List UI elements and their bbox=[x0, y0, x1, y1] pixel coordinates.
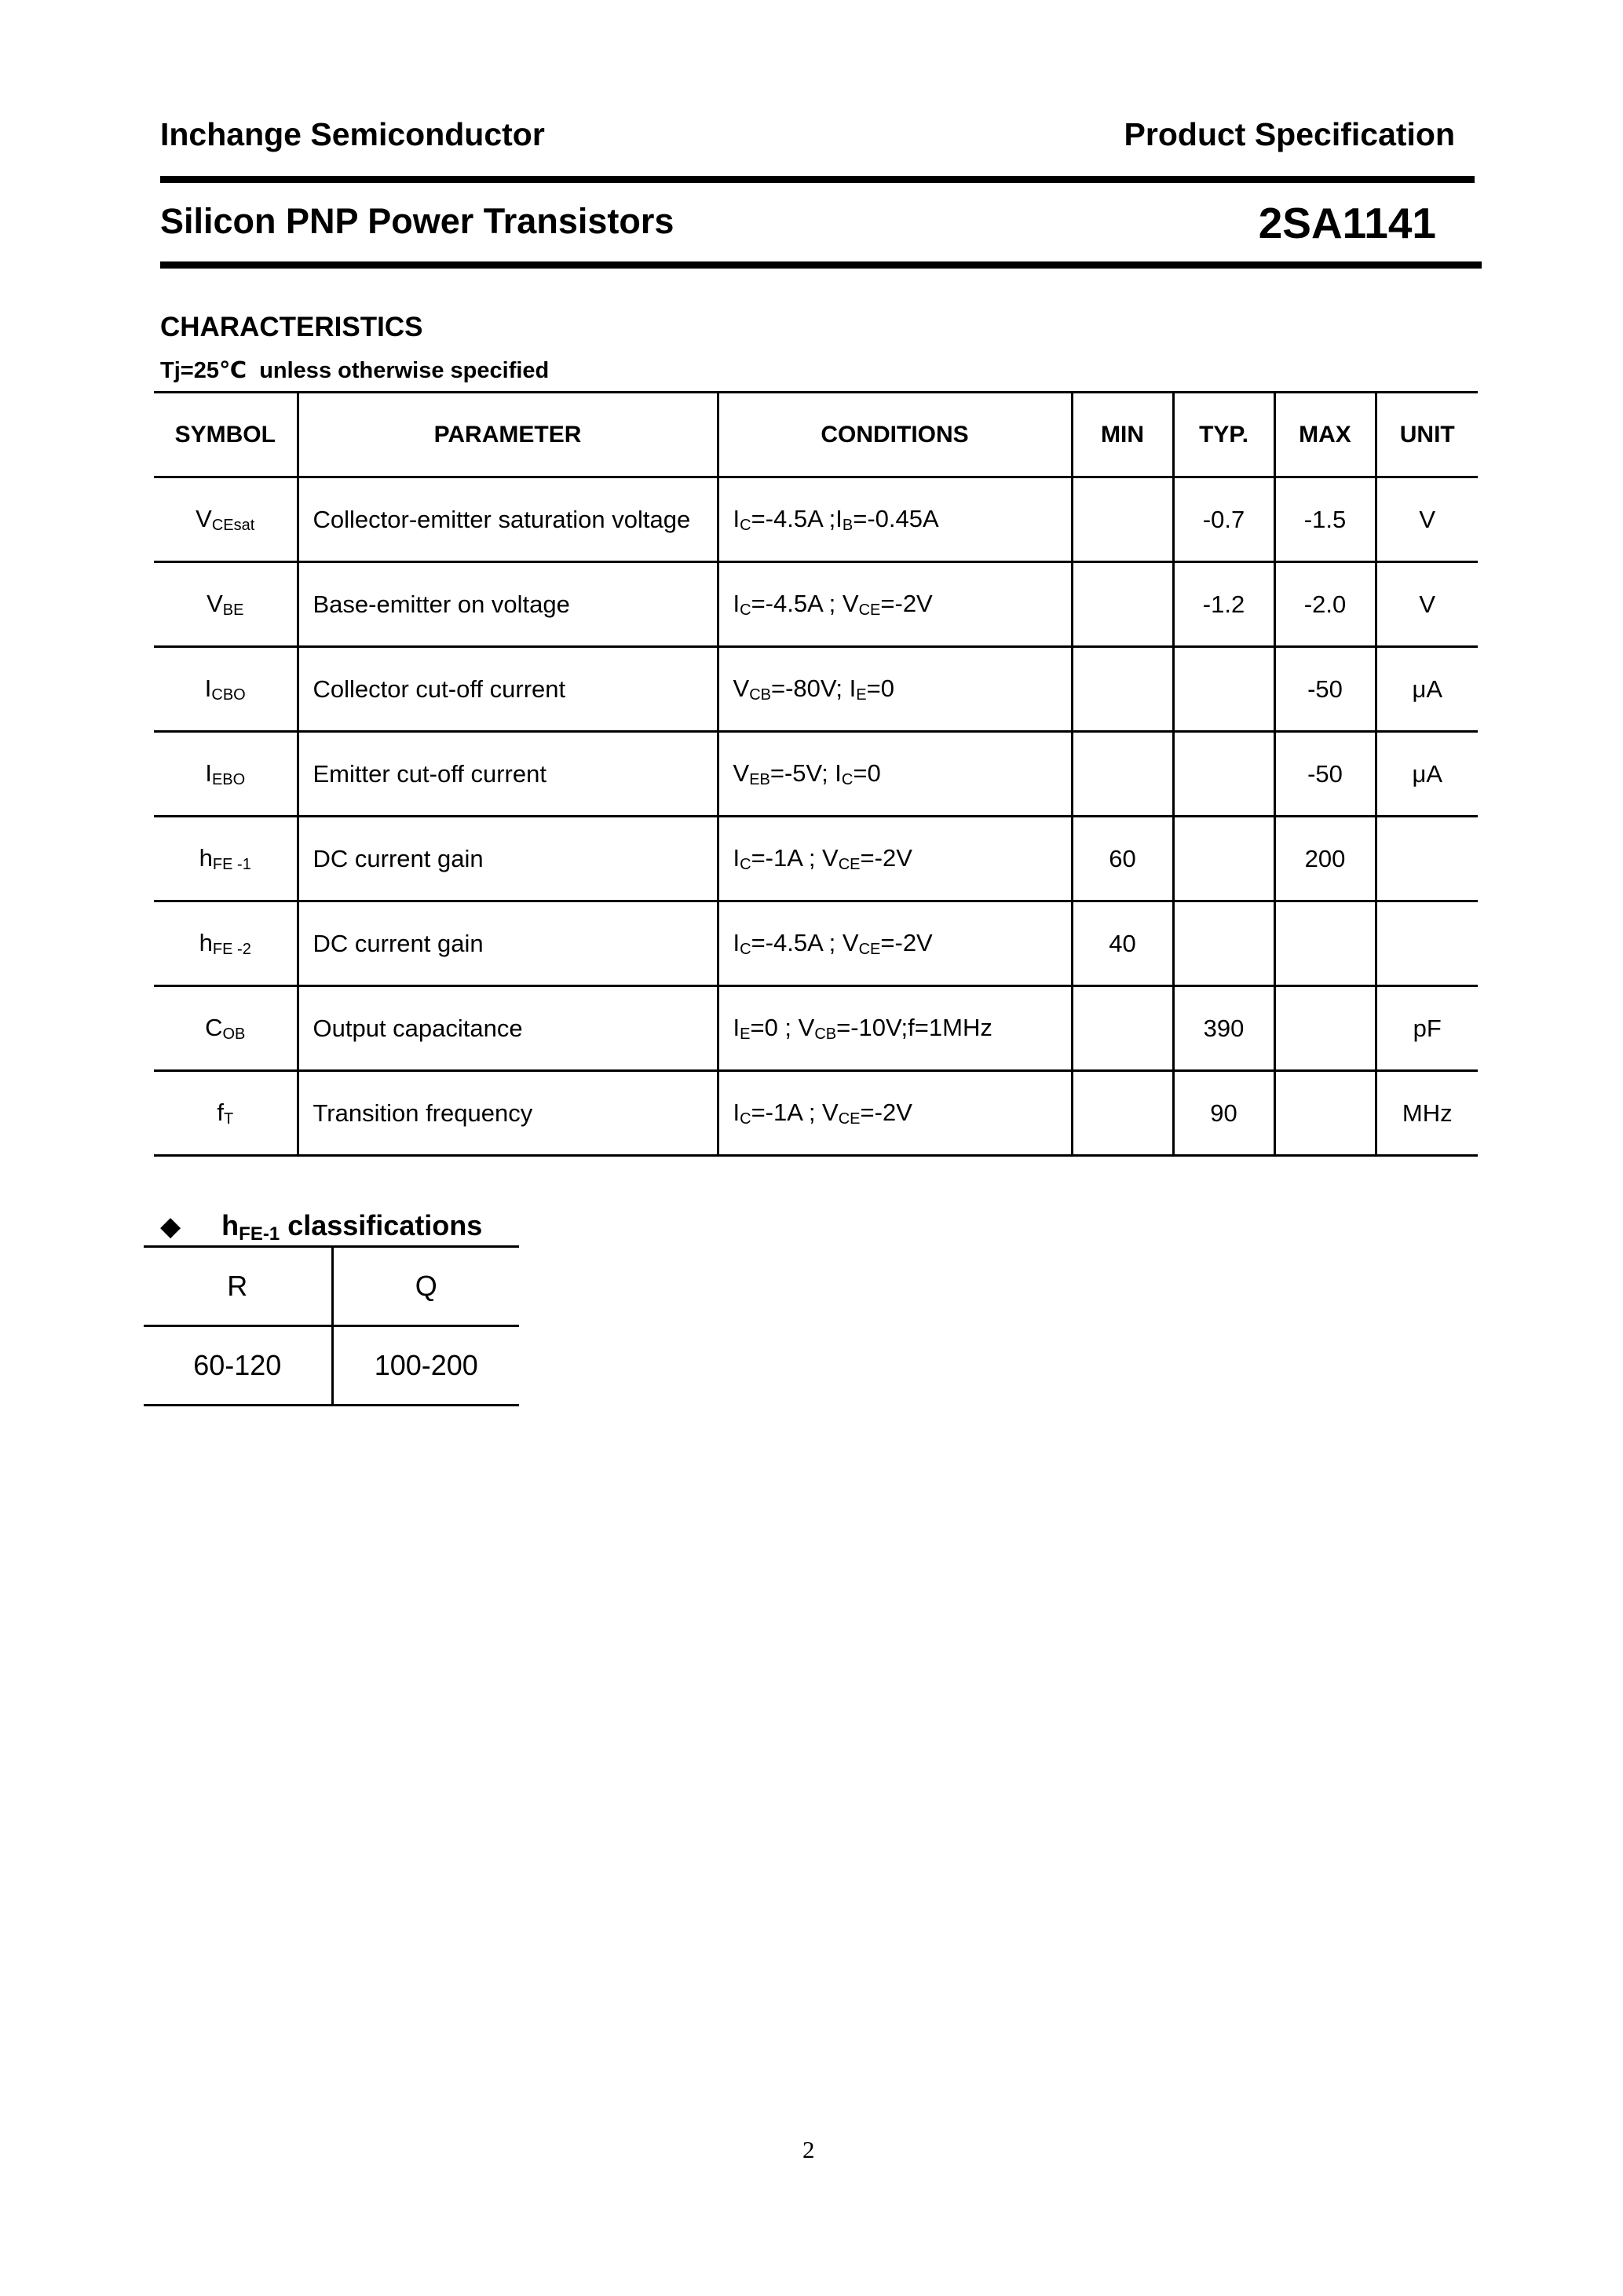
min-cell bbox=[1072, 1071, 1173, 1156]
condition-subscript: C bbox=[841, 770, 854, 788]
condition-subscript: C bbox=[740, 855, 751, 873]
symbol-subscript: EBO bbox=[211, 770, 246, 788]
max-cell bbox=[1274, 901, 1376, 986]
symbol-subscript: BE bbox=[222, 601, 244, 619]
characteristics-body bbox=[154, 477, 1478, 1156]
col-header-typ: TYP. bbox=[1173, 393, 1274, 477]
condition-note: Tj=25℃ unless otherwise specified bbox=[160, 358, 550, 383]
symbol-main: f bbox=[217, 1098, 224, 1126]
table-header-row bbox=[154, 393, 1478, 477]
symbol-cell bbox=[154, 562, 298, 647]
condition-subscript: E bbox=[856, 686, 867, 704]
condition-subscript: B bbox=[842, 516, 854, 534]
max-cell: 200 bbox=[1274, 817, 1376, 901]
symbol-cell bbox=[154, 1071, 298, 1156]
typ-cell: -1.2 bbox=[1173, 562, 1274, 647]
table-row bbox=[154, 901, 1478, 986]
table-row bbox=[154, 647, 1478, 732]
classifications-title-rest: classifications bbox=[280, 1209, 483, 1241]
table-row bbox=[154, 477, 1478, 562]
condition-subscript: CB bbox=[814, 1025, 837, 1043]
typ-cell bbox=[1173, 647, 1274, 732]
symbol-subscript: FE -2 bbox=[212, 940, 251, 958]
col-header-unit: UNIT bbox=[1376, 393, 1478, 477]
condition-text: I bbox=[733, 1013, 740, 1041]
unit-cell: V bbox=[1376, 477, 1478, 562]
condition-text: =-4.5A ; V bbox=[751, 589, 859, 617]
symbol-subscript: OB bbox=[222, 1025, 246, 1043]
symbol-main: h bbox=[199, 843, 213, 872]
condition-text: =-2V bbox=[880, 928, 933, 956]
conditions-cell bbox=[718, 986, 1072, 1071]
header-rule-bottom bbox=[160, 261, 1482, 269]
typ-cell bbox=[1173, 901, 1274, 986]
table-row bbox=[154, 732, 1478, 817]
typ-cell: 90 bbox=[1173, 1071, 1274, 1156]
min-cell: 60 bbox=[1072, 817, 1173, 901]
typ-cell: -0.7 bbox=[1173, 477, 1274, 562]
max-cell: -1.5 bbox=[1274, 477, 1376, 562]
max-cell: -50 bbox=[1274, 732, 1376, 817]
condition-subscript: CE bbox=[838, 855, 861, 873]
symbol-subscript: FE -1 bbox=[212, 855, 251, 873]
symbol-subscript: T bbox=[223, 1110, 234, 1128]
condition-text: =-2V bbox=[880, 589, 933, 617]
condition-text: I bbox=[733, 589, 740, 617]
symbol-subscript: CEsat bbox=[211, 516, 255, 534]
parameter-cell: DC current gain bbox=[298, 901, 718, 986]
conditions-cell bbox=[718, 647, 1072, 732]
classifications-title-sub: FE-1 bbox=[239, 1223, 280, 1245]
typ-cell bbox=[1173, 817, 1274, 901]
condition-text: =-4.5A ;I bbox=[751, 504, 843, 532]
symbol-cell bbox=[154, 817, 298, 901]
conditions-cell bbox=[718, 817, 1072, 901]
max-cell: -2.0 bbox=[1274, 562, 1376, 647]
table-row bbox=[154, 562, 1478, 647]
symbol-cell bbox=[154, 477, 298, 562]
condition-text: =-2V bbox=[860, 1098, 912, 1126]
symbol-subscript: CBO bbox=[211, 686, 246, 704]
col-header-symbol: SYMBOL bbox=[154, 393, 298, 477]
col-header-parameter: PARAMETER bbox=[298, 393, 718, 477]
parameter-cell: Collector cut-off current bbox=[298, 647, 718, 732]
classifications-title-main: h bbox=[221, 1209, 239, 1241]
condition-text: V bbox=[733, 674, 750, 702]
table-row bbox=[154, 1071, 1478, 1156]
classifications-heading bbox=[160, 1209, 482, 1245]
characteristics-table bbox=[154, 391, 1478, 1157]
condition-text: I bbox=[733, 504, 740, 532]
parameter-cell: Transition frequency bbox=[298, 1071, 718, 1156]
unit-cell: MHz bbox=[1376, 1071, 1478, 1156]
condition-text: I bbox=[733, 928, 740, 956]
symbol-main: I bbox=[204, 674, 212, 702]
table-row bbox=[154, 817, 1478, 901]
conditions-cell bbox=[718, 901, 1072, 986]
condition-text: =-0.45A bbox=[853, 504, 939, 532]
condition-text: V bbox=[733, 759, 750, 787]
col-header-conditions: CONDITIONS bbox=[718, 393, 1072, 477]
condition-subscript: CE bbox=[858, 601, 881, 619]
range-r: 60-120 bbox=[144, 1326, 332, 1406]
conditions-cell bbox=[718, 732, 1072, 817]
conditions-cell bbox=[718, 562, 1072, 647]
company-name: Inchange Semiconductor bbox=[160, 116, 545, 152]
condition-subscript: C bbox=[740, 1110, 751, 1128]
max-cell: -50 bbox=[1274, 647, 1376, 732]
min-cell bbox=[1072, 562, 1173, 647]
max-cell bbox=[1274, 986, 1376, 1071]
table-row bbox=[144, 1247, 519, 1326]
grade-r: R bbox=[144, 1247, 332, 1326]
condition-subscript: CB bbox=[749, 686, 771, 704]
typ-cell bbox=[1173, 732, 1274, 817]
conditions-cell bbox=[718, 477, 1072, 562]
condition-subscript: C bbox=[740, 516, 751, 534]
table-row bbox=[154, 986, 1478, 1071]
unit-cell: μA bbox=[1376, 647, 1478, 732]
unit-cell: μA bbox=[1376, 732, 1478, 817]
condition-subscript: C bbox=[740, 601, 751, 619]
col-header-min: MIN bbox=[1072, 393, 1173, 477]
unit-cell: V bbox=[1376, 562, 1478, 647]
symbol-cell bbox=[154, 986, 298, 1071]
condition-text: =-10V;f=1MHz bbox=[836, 1013, 992, 1041]
diamond-bullet-icon: ◆ bbox=[160, 1212, 181, 1241]
part-number: 2SA1141 bbox=[1258, 199, 1436, 247]
condition-subscript: E bbox=[740, 1025, 751, 1043]
max-cell bbox=[1274, 1071, 1376, 1156]
document-type: Product Specification bbox=[1124, 116, 1455, 152]
condition-text: =-2V bbox=[860, 843, 912, 872]
symbol-main: I bbox=[205, 759, 212, 787]
min-cell bbox=[1072, 477, 1173, 562]
condition-text: =-5V; I bbox=[769, 759, 842, 787]
parameter-cell: Base-emitter on voltage bbox=[298, 562, 718, 647]
unit-cell: pF bbox=[1376, 986, 1478, 1071]
condition-subscript: C bbox=[740, 940, 751, 958]
min-cell bbox=[1072, 647, 1173, 732]
min-cell bbox=[1072, 986, 1173, 1071]
grade-q: Q bbox=[332, 1247, 519, 1326]
range-q: 100-200 bbox=[332, 1326, 519, 1406]
col-header-max: MAX bbox=[1274, 393, 1376, 477]
header-rule-top bbox=[160, 176, 1475, 183]
condition-subscript: CE bbox=[858, 940, 881, 958]
conditions-cell bbox=[718, 1071, 1072, 1156]
min-cell bbox=[1072, 732, 1173, 817]
symbol-cell bbox=[154, 732, 298, 817]
symbol-main: V bbox=[207, 589, 223, 617]
symbol-cell bbox=[154, 647, 298, 732]
parameter-cell: Emitter cut-off current bbox=[298, 732, 718, 817]
classifications-table bbox=[144, 1245, 519, 1406]
symbol-cell bbox=[154, 901, 298, 986]
characteristics-title: CHARACTERISTICS bbox=[160, 312, 423, 342]
parameter-cell: Output capacitance bbox=[298, 986, 718, 1071]
condition-subscript: CE bbox=[838, 1110, 861, 1128]
symbol-main: C bbox=[205, 1013, 223, 1041]
table-row bbox=[144, 1326, 519, 1406]
page-number: 2 bbox=[802, 2136, 815, 2163]
unit-cell bbox=[1376, 901, 1478, 986]
condition-text: =-80V; I bbox=[770, 674, 857, 702]
typ-cell: 390 bbox=[1173, 986, 1274, 1071]
symbol-main: V bbox=[196, 504, 212, 532]
min-cell: 40 bbox=[1072, 901, 1173, 986]
condition-text: =0 ; V bbox=[750, 1013, 815, 1041]
condition-subscript: EB bbox=[749, 770, 770, 788]
condition-text: I bbox=[733, 1098, 740, 1126]
parameter-cell: DC current gain bbox=[298, 817, 718, 901]
condition-text: =-1A ; V bbox=[751, 1098, 839, 1126]
parameter-cell: Collector-emitter saturation voltage bbox=[298, 477, 718, 562]
condition-text: =0 bbox=[853, 759, 881, 787]
condition-text: =-1A ; V bbox=[751, 843, 839, 872]
condition-text: =-4.5A ; V bbox=[751, 928, 859, 956]
condition-text: I bbox=[733, 843, 740, 872]
symbol-main: h bbox=[199, 928, 213, 956]
product-line: Silicon PNP Power Transistors bbox=[160, 201, 674, 241]
condition-text: =0 bbox=[866, 674, 894, 702]
unit-cell bbox=[1376, 817, 1478, 901]
